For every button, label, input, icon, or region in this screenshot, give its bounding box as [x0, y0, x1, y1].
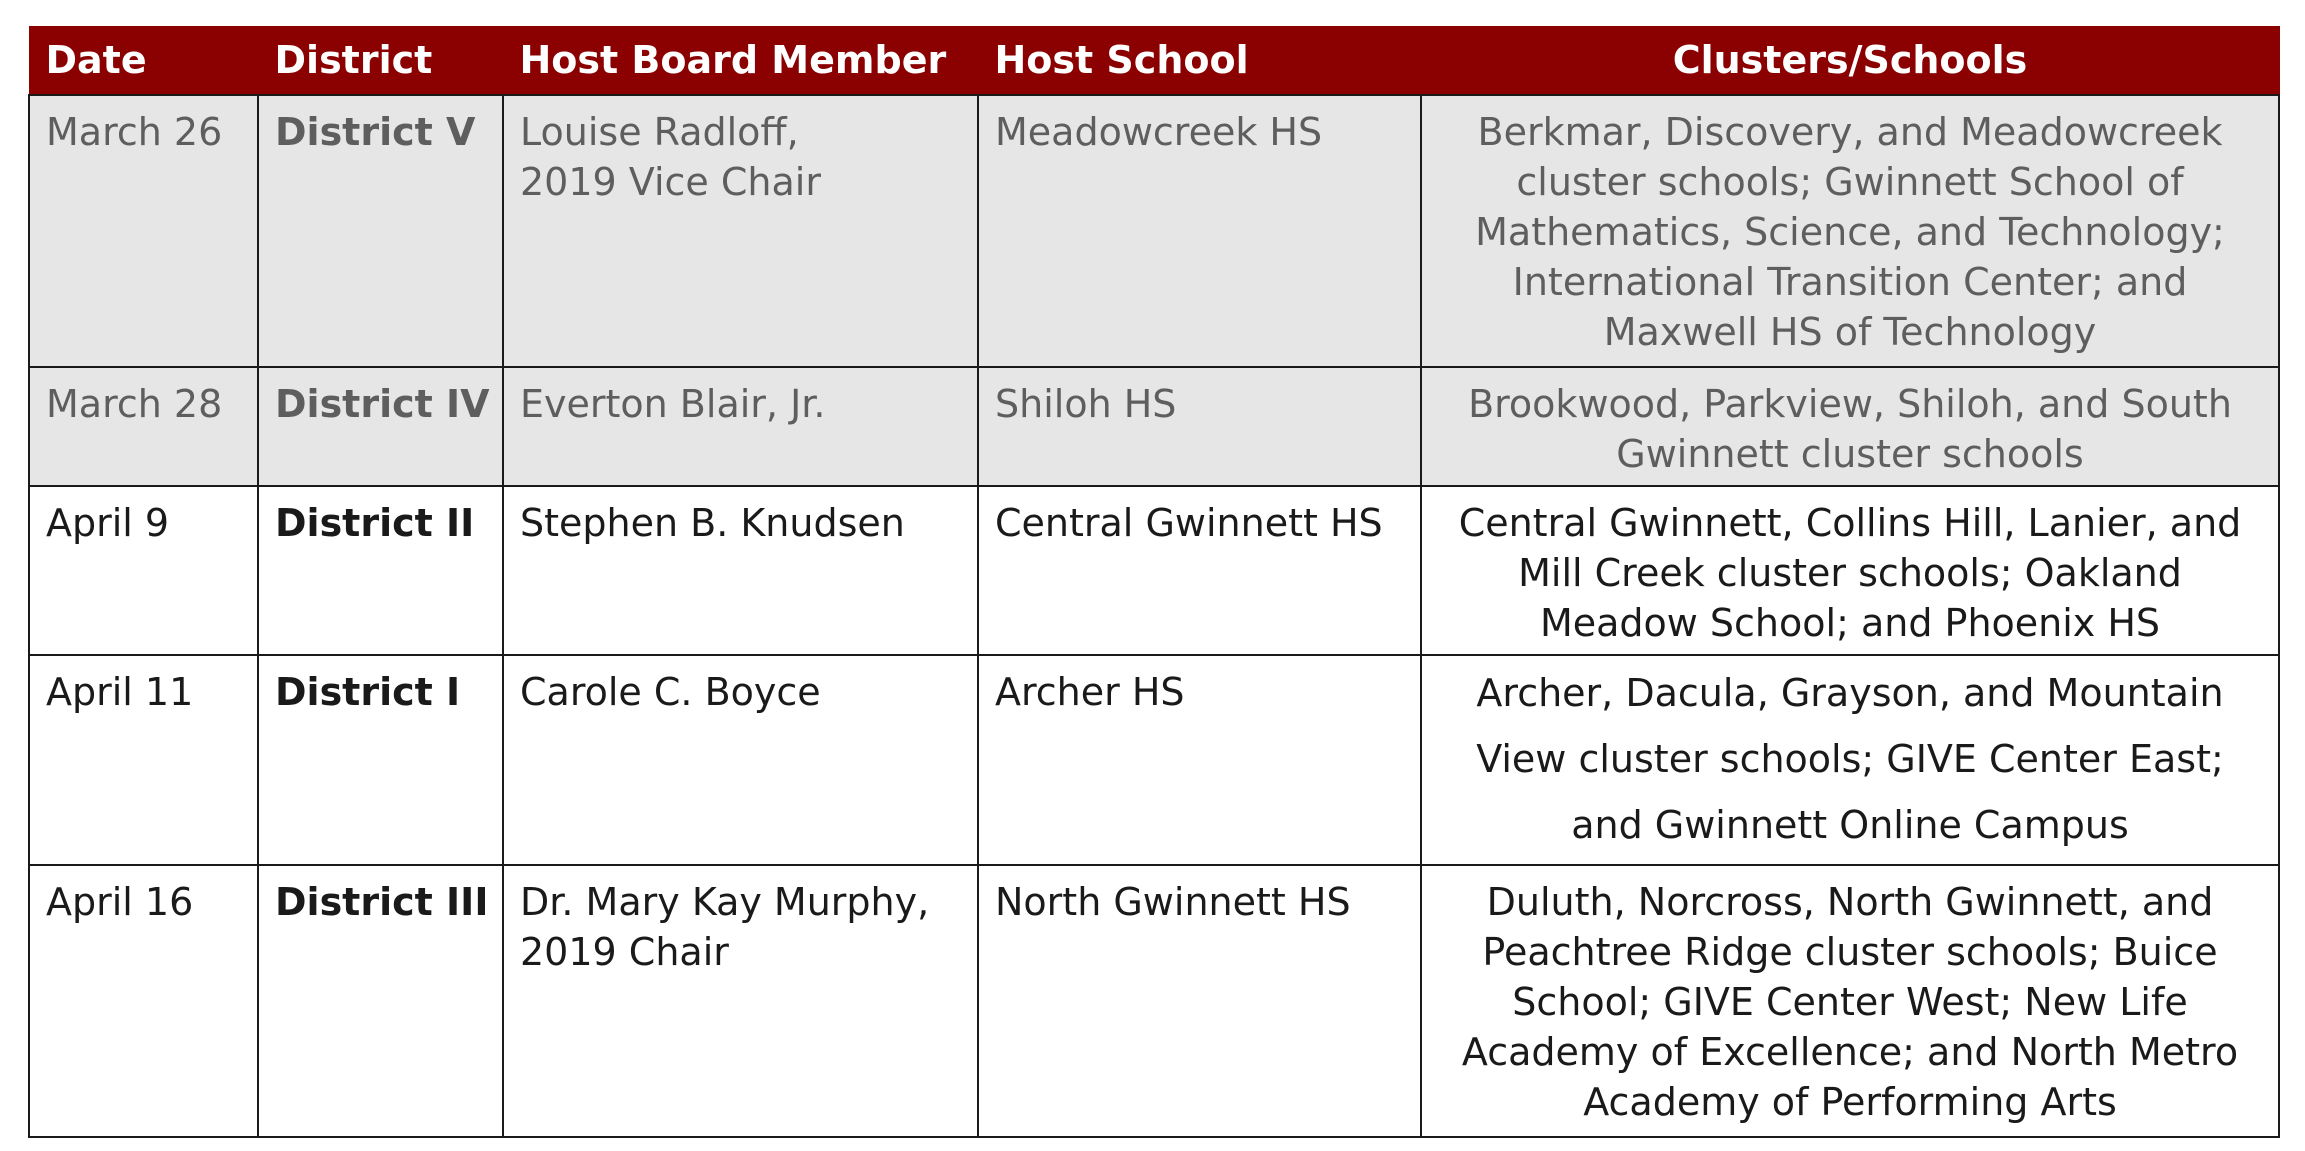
cell-date: March 28 — [29, 367, 258, 486]
table-body — [29, 95, 2279, 1137]
table-row — [29, 95, 2279, 367]
cell-district: District III — [258, 865, 503, 1137]
cell-clusters-schools: Brookwood, Parkview, Shiloh, and South Gwinnett cluster schools — [1421, 367, 2279, 486]
header-district: District — [258, 26, 503, 95]
member-name: Dr. Mary Kay Murphy, — [520, 880, 930, 924]
cell-clusters-schools: Duluth, Norcross, North Gwinnett, and Peachtree Ridge cluster schools; Buice School; GIVE Center West; New Life Academy of Excellence; and North Metro Academy of Performing Arts — [1421, 865, 2279, 1137]
meeting-schedule-table — [28, 26, 2280, 1138]
member-title: 2019 Vice Chair — [520, 160, 821, 204]
cell-host-board-member — [503, 865, 978, 1137]
cell-district: District V — [258, 95, 503, 367]
cell-host-school: Meadowcreek HS — [978, 95, 1421, 367]
header-host-board-member: Host Board Member — [503, 26, 978, 95]
table-row — [29, 865, 2279, 1137]
table-row — [29, 367, 2279, 486]
cell-district: District IV — [258, 367, 503, 486]
cell-host-school: North Gwinnett HS — [978, 865, 1421, 1137]
cell-host-school: Archer HS — [978, 655, 1421, 865]
cell-district: District I — [258, 655, 503, 865]
cell-date: March 26 — [29, 95, 258, 367]
header-clusters-schools: Clusters/Schools — [1421, 26, 2279, 95]
cell-date: April 9 — [29, 486, 258, 655]
member-name: Stephen B. Knudsen — [520, 501, 905, 545]
header-host-school: Host School — [978, 26, 1421, 95]
cell-district: District II — [258, 486, 503, 655]
cell-clusters-schools: Central Gwinnett, Collins Hill, Lanier, and Mill Creek cluster schools; Oakland Meadow School; and Phoenix HS — [1421, 486, 2279, 655]
table-row — [29, 486, 2279, 655]
cell-clusters-schools: Archer, Dacula, Grayson, and Mountain View cluster schools; GIVE Center East; and Gwinnett Online Campus — [1421, 655, 2279, 865]
member-title: 2019 Chair — [520, 930, 729, 974]
table-header — [29, 26, 2279, 95]
member-name: Louise Radloff, — [520, 110, 799, 154]
cell-host-school: Shiloh HS — [978, 367, 1421, 486]
member-name: Carole C. Boyce — [520, 670, 821, 714]
table-row — [29, 655, 2279, 865]
cell-clusters-schools: Berkmar, Discovery, and Meadowcreek cluster schools; Gwinnett School of Mathematics, Science, and Technology; International Transition Center; and Maxwell HS of Technology — [1421, 95, 2279, 367]
cell-host-board-member — [503, 486, 978, 655]
cell-host-board-member — [503, 367, 978, 486]
cell-host-board-member — [503, 655, 978, 865]
header-row — [29, 26, 2279, 95]
cell-host-school: Central Gwinnett HS — [978, 486, 1421, 655]
cell-host-board-member — [503, 95, 978, 367]
cell-date: April 16 — [29, 865, 258, 1137]
cell-date: April 11 — [29, 655, 258, 865]
member-name: Everton Blair, Jr. — [520, 382, 826, 426]
header-date: Date — [29, 26, 258, 95]
